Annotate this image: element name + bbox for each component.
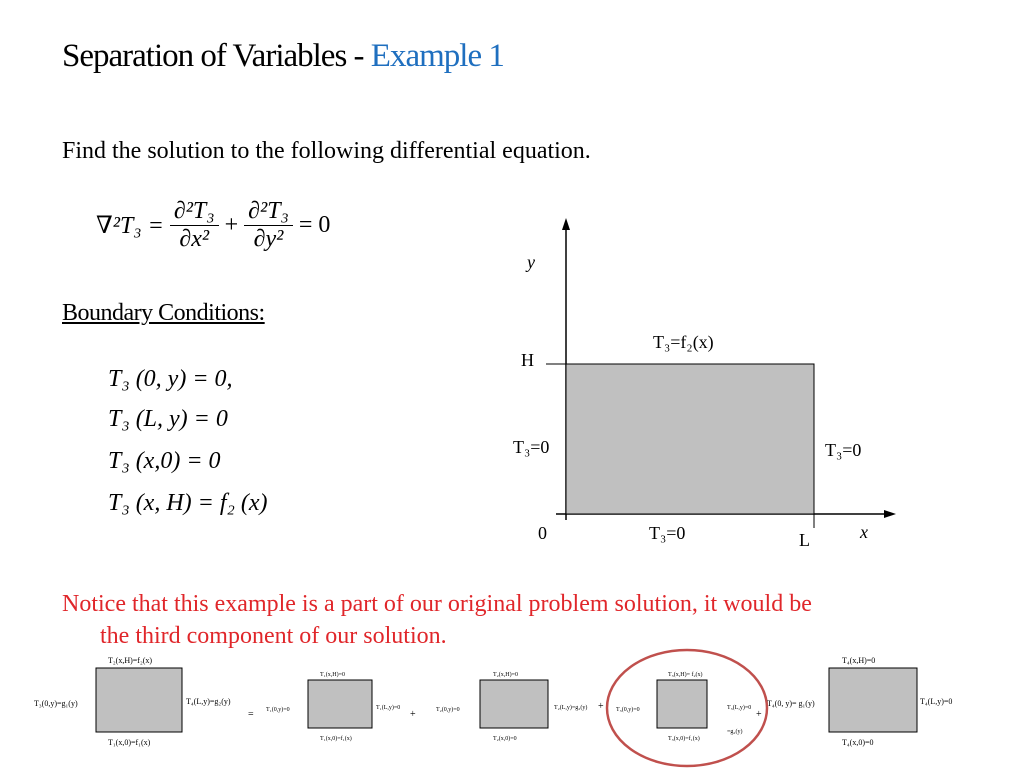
full-right-label: T₄(L,y)=g₂(y) bbox=[186, 697, 231, 706]
eq-term2 bbox=[244, 198, 293, 253]
boundary-heading: Boundary Conditions: bbox=[62, 300, 265, 326]
panel-1-rect bbox=[308, 680, 372, 728]
top-boundary-label: T₃=f₂(x) bbox=[653, 332, 714, 352]
title-accent: Example 1 bbox=[370, 38, 504, 74]
eq-plus: + bbox=[224, 212, 239, 238]
x-axis-label: x bbox=[860, 522, 868, 542]
condition-1: T₃ (0, y) = 0, bbox=[108, 366, 233, 392]
laplace-equation bbox=[96, 198, 330, 253]
title-main: Separation of Variables - bbox=[62, 38, 371, 74]
full-left-label: T₃(0,y)=g₁(y) bbox=[34, 699, 78, 708]
eq-term1-den: ∂x² bbox=[179, 226, 210, 252]
panel-1-top: T₁(x,H)=0 bbox=[320, 672, 345, 678]
notice-text bbox=[62, 588, 962, 652]
full-problem-rect bbox=[96, 668, 182, 732]
panel-3-left: T₃(0,y)=0 bbox=[616, 707, 640, 713]
eq-term2-den: ∂y² bbox=[253, 226, 284, 252]
eq-rhs: = 0 bbox=[298, 212, 331, 238]
panel-4-top: T₄(x,H)=0 bbox=[842, 656, 876, 665]
panel-3-right: T₃(L,y)=0 bbox=[727, 705, 752, 711]
eq-term1-num: ∂²T₃ bbox=[170, 198, 219, 226]
y-axis-arrow-icon bbox=[562, 218, 570, 230]
h-label: H bbox=[521, 350, 534, 370]
panel-2-left: T₂(0,y)=0 bbox=[436, 707, 460, 713]
panel-1-left: T₁(0,y)=0 bbox=[266, 707, 290, 713]
plus-sign-1: + bbox=[410, 709, 416, 720]
panel-4-left: T₄(0, y)= g₁(y) bbox=[767, 699, 815, 708]
panel-2-bottom: T₂(x,0)=0 bbox=[493, 736, 517, 742]
y-axis-label: y bbox=[527, 252, 535, 272]
notice-line-2: the third component of our solution. bbox=[100, 623, 447, 649]
panel-2-right: T₂(L,y)=g₂(y) bbox=[554, 705, 588, 711]
condition-3: T₃ (x,0) = 0 bbox=[108, 448, 221, 474]
panel-4-rect bbox=[829, 668, 917, 732]
bottom-boundary-label: T₃=0 bbox=[649, 523, 686, 543]
intro-text: Find the solution to the following differential equation. bbox=[62, 138, 591, 164]
right-boundary-label: T₃=0 bbox=[825, 440, 862, 460]
panel-3-rect bbox=[657, 680, 707, 728]
notice-line-1: Notice that this example is a part of our original problem solution, it would be bbox=[62, 591, 812, 617]
panel-1-right: T₁(L,y)=0 bbox=[376, 705, 401, 711]
l-label: L bbox=[799, 530, 810, 550]
panel-4-right: T₄(L,y)=0 bbox=[920, 697, 953, 706]
slide-title bbox=[62, 38, 504, 75]
left-boundary-label: T₃=0 bbox=[513, 437, 550, 457]
eq-term2-num: ∂²T₃ bbox=[244, 198, 293, 226]
origin-label: 0 bbox=[538, 523, 547, 543]
x-axis-arrow-icon bbox=[884, 510, 896, 518]
condition-2: T₃ (L, y) = 0 bbox=[108, 406, 228, 432]
eq-term1 bbox=[170, 198, 219, 253]
full-top-label: T₂(x,H)=f₂(x) bbox=[108, 656, 153, 665]
panel-2-rect bbox=[480, 680, 548, 728]
superposition-strip bbox=[0, 648, 1024, 768]
equals-sign: = bbox=[248, 709, 254, 720]
full-bottom-label: T₁(x,0)=f₁(x) bbox=[108, 738, 151, 747]
panel-3-right-extra: =g₂(y) bbox=[727, 729, 743, 735]
plus-sign-2: + bbox=[598, 701, 604, 712]
domain-rectangle bbox=[566, 364, 814, 514]
panel-2-top: T₂(x,H)=0 bbox=[493, 672, 518, 678]
eq-lhs: ∇²T₃ = bbox=[96, 213, 164, 239]
panel-1-bottom: T₁(x,0)=f₁(x) bbox=[320, 736, 352, 742]
plus-sign-3: + bbox=[756, 709, 762, 720]
domain-diagram bbox=[500, 210, 900, 560]
condition-4: T₃ (x, H) = f₂ (x) bbox=[108, 490, 268, 516]
panel-4-bottom: T₄(x,0)=0 bbox=[842, 738, 874, 747]
panel-3-bottom: T₃(x,0)=f₁(x) bbox=[668, 736, 700, 742]
panel-3-top: T₃(x,H)= f₂(x) bbox=[668, 672, 703, 678]
